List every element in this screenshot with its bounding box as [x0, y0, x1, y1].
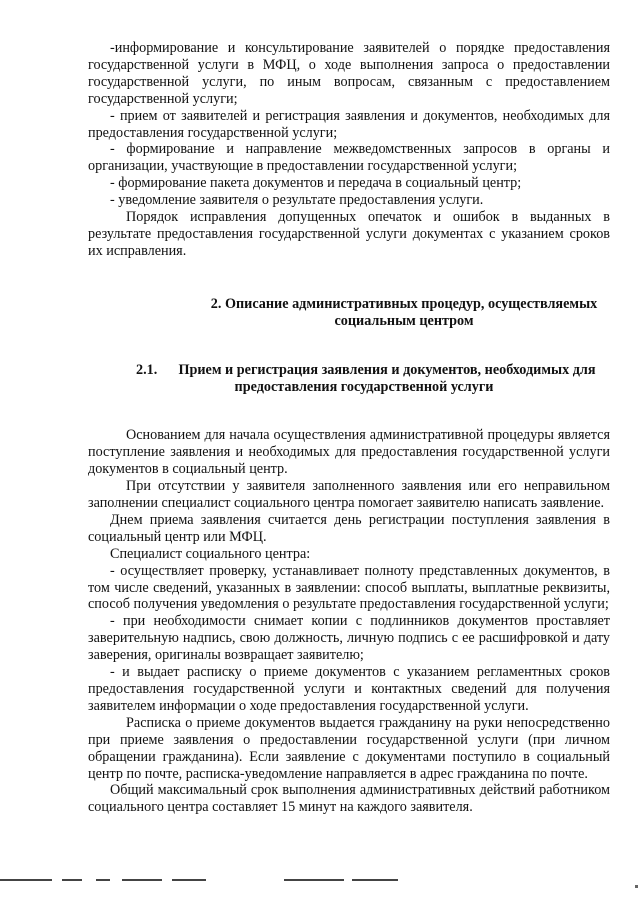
section-2-heading — [198, 296, 610, 330]
document-page — [88, 40, 610, 816]
list-item-informing: -информирование и консультирование заявителей о порядке предоставления государственной услуги в МФЦ, о ходе выполнения запроса о предоставлении государственной услуги, по иным вопросам, связанным с предоставлением государственной услуги; — [88, 40, 610, 107]
footer-scan-line — [62, 879, 82, 881]
section-2-heading-line2: социальным центром — [334, 312, 474, 329]
list-item-reception: - прием от заявителей и регистрация заявления и документов, необходимых для предоставления государственной услуги; — [88, 107, 610, 141]
section-2-1-heading-line1: Прием и регистрация заявления и документов, необходимых для — [178, 361, 596, 378]
list-item-copies: - при необходимости снимает копии с подлинников документов проставляет заверительную надпись, свою должность, личную подпись с ее расшифровкой и дату заверения, оригиналы возвращает заявителю; — [88, 613, 610, 664]
footer-scan-line — [96, 879, 110, 881]
section-2-1-number: 2.1. — [136, 361, 158, 378]
footer-scan-line — [122, 879, 162, 881]
paragraph-no-application: При отсутствии у заявителя заполненного заявления или его неправильном заполнении специалист социального центра помогает заявителю написать заявление. — [88, 478, 610, 512]
footer-scan-line — [0, 879, 52, 881]
paragraph-correction-procedure: Порядок исправления допущенных опечаток и ошибок в выданных в результате предоставления государственной услуги документах с указанием сроков их исправления. — [88, 209, 610, 259]
paragraph-specialist: Специалист социального центра: — [110, 545, 311, 562]
scan-mark — [635, 885, 638, 888]
paragraph-reception-day: Днем приема заявления считается день регистрации поступления заявления в социальный центр или МФЦ. — [88, 511, 610, 545]
footer-scan-line — [352, 879, 398, 881]
footer-scan-line — [284, 879, 344, 881]
list-item-receipt: - и выдает расписку о приеме документов с указанием регламентных сроков предоставления государственной услуги и контактных сведений для получения заявителем информации о ходе предоставления государственной услуги. — [88, 664, 610, 714]
paragraph-basis: Основанием для начала осуществления административной процедуры является поступление заявления и необходимых для предоставления государственной услуги документов в социальный центр. — [88, 427, 610, 478]
list-item-package: - формирование пакета документов и передача в социальный центр; — [110, 175, 522, 192]
section-2-1-heading-line2: предоставления государственной услуги — [234, 378, 494, 395]
section-2-1-heading — [118, 362, 610, 396]
list-item-requests: - формирование и направление межведомственных запросов в органы и организации, участвующие в предоставлении государственной услуги; — [88, 141, 610, 175]
paragraph-receipt-issued: Расписка о приеме документов выдается гражданину на руки непосредственно при приеме заявления о предоставлении государственной услуги (при личном обращении гражданина). Если заявление с документами поступило в социальный центр по почте, расписка-уведомление направляется в адрес гражданина по почте. — [88, 714, 610, 782]
section-2-heading-line1: 2. Описание административных процедур, осуществляемых — [210, 295, 598, 312]
footer-scan-line — [172, 879, 206, 881]
list-item-verification: - осуществляет проверку, устанавливает полноту представленных документов, в том числе сведений, указанных в заявлении: способ выплаты, выплатные реквизиты, способ получения уведомления о результате предоставления государственной услуги; — [88, 562, 610, 613]
section-2-1-body — [88, 427, 610, 816]
list-item-notification: - уведомление заявителя о результате предоставления услуги. — [110, 192, 484, 209]
paragraph-max-time: Общий максимальный срок выполнения административных действий работником социального центра составляет 15 минут на каждого заявителя. — [88, 782, 610, 816]
